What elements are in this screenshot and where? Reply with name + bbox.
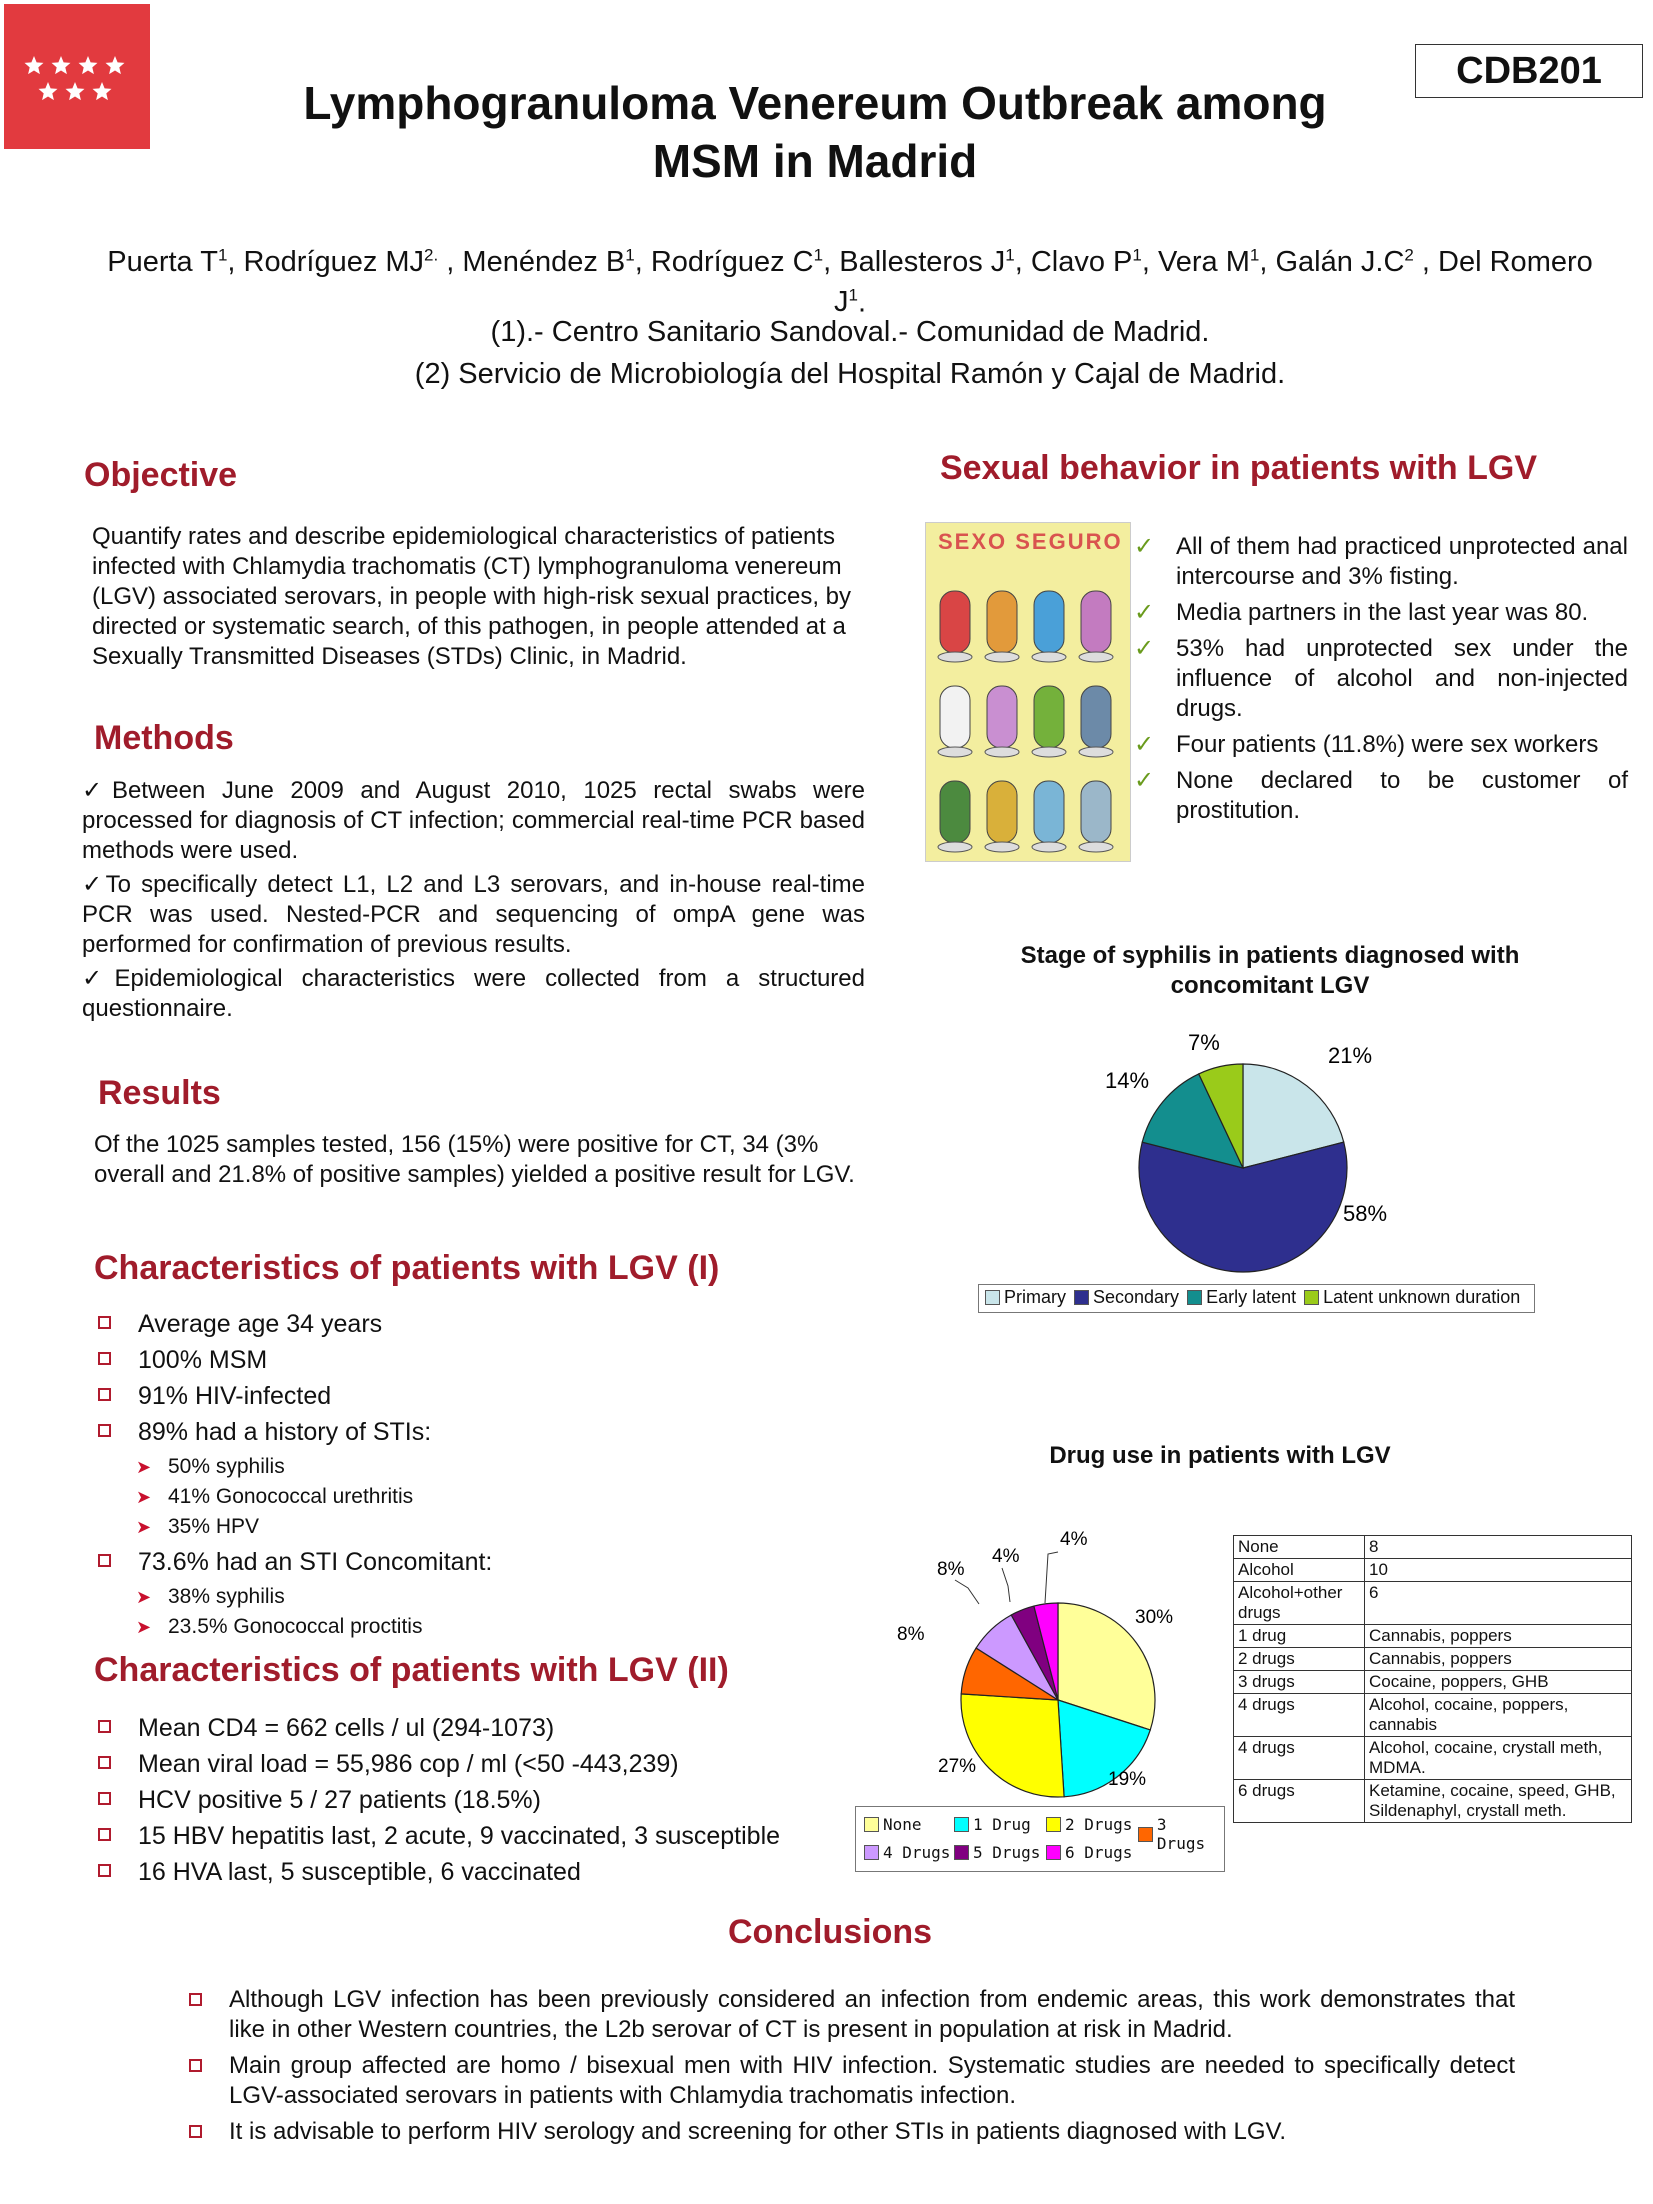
legend-item: 5 Drugs <box>954 1843 1040 1862</box>
check-icon: ✓ <box>1134 599 1155 626</box>
table-cell: 4 drugs <box>1234 1694 1365 1737</box>
legend-swatch <box>1074 1290 1089 1305</box>
poster-code: CDB201 <box>1415 44 1643 98</box>
table-row <box>1234 1582 1632 1625</box>
author-name: Puerta $T^1$ <box>107 245 228 278</box>
list-item: Although LGV infection has been previously considered an infection from endemic areas, this work demonstrates that like in other Western countries, the L2b serovar of CT is present in population at risk in Madrid. <box>185 1985 1515 2045</box>
data-label: 58% <box>1343 1201 1388 1226</box>
sub-item: ➤ 35% HPV <box>94 1512 874 1542</box>
condom-rim <box>1079 652 1113 662</box>
legend-item: 4 Drugs <box>864 1843 950 1862</box>
sub-item: ➤ 50% syphilis <box>94 1452 874 1482</box>
legend-item: Secondary <box>1074 1287 1179 1308</box>
check-icon: ✓ <box>1134 767 1155 794</box>
condom-shape <box>1034 686 1064 748</box>
list-item: HCV positive 5 / 27 patients (18.5%) <box>94 1782 874 1818</box>
table-row <box>1234 1559 1632 1582</box>
legend-swatch <box>1304 1290 1319 1305</box>
conclusions-list <box>185 1985 1515 2153</box>
legend-swatch <box>1187 1290 1202 1305</box>
condom-rim <box>1032 652 1066 662</box>
data-label: 14% <box>1105 1068 1150 1093</box>
author-name: Rodríguez $C^1$ <box>650 245 824 278</box>
sexual-heading: Sexual behavior in patients with LGV <box>940 449 1538 487</box>
legend-swatch <box>864 1845 879 1860</box>
condom-rim <box>1032 842 1066 852</box>
condom-rim <box>938 652 972 662</box>
chart2-title: Drug use in patients with LGV <box>1049 1442 1391 1469</box>
list-item: ✓ None declared to be customer of prostitution. <box>1134 767 1628 824</box>
author-name: Del Romero $J^1$ <box>833 245 1593 319</box>
table-row <box>1234 1780 1632 1823</box>
table-cell: None <box>1234 1536 1365 1559</box>
table-row <box>1234 1625 1632 1648</box>
condom-rim <box>985 652 1019 662</box>
sexual-list <box>1130 532 1628 832</box>
safe-sex-illustration <box>925 522 1131 862</box>
condom-shape <box>987 591 1017 653</box>
list-item: ✓ 53% had unprotected sex under the influence of alcohol and non-injected drugs. <box>1134 635 1628 722</box>
star-icon <box>79 56 98 74</box>
objective-text: Quantify rates and describe epidemiological characteristics of patients infected with Chlamydia trachomatis (CT) lymphogranuloma venereum (LGV) associated serovars, in people with high-risk sexual practices, by directed or systematic search, of this pathogen, in people attended at a Sexually Transmitted Diseases (STDs) Clinic, in Madrid. <box>92 523 851 670</box>
affiliation-1: (1).- Centro Sanitario Sandoval.- Comunidad de Madrid. <box>490 316 1210 348</box>
star-icon <box>25 56 44 74</box>
table-cell: Cannabis, poppers <box>1365 1625 1632 1648</box>
table-cell: Ketamine, cocaine, speed, GHB, Sildenaphyl, crystall meth. <box>1365 1780 1632 1823</box>
results-heading: Results <box>98 1074 221 1112</box>
data-label: 8% <box>897 1624 925 1645</box>
condom-shape <box>1081 591 1111 653</box>
author-name: Ballesteros $J^1$ <box>839 245 1015 278</box>
list-item: 91% HIV-infected <box>94 1378 874 1414</box>
leader-line <box>1045 1552 1058 1603</box>
list-item: ✓ Four patients (11.8%) were sex workers <box>1134 731 1599 758</box>
arrow-icon: ➤ <box>136 1587 152 1607</box>
char2-heading: Characteristics of patients with LGV (II) <box>94 1651 729 1689</box>
legend-item: 6 Drugs <box>1046 1843 1132 1862</box>
author-name: Clavo $P^1$ <box>1030 245 1142 278</box>
condom-shape <box>1034 591 1064 653</box>
check-icon: ✓ <box>1134 731 1155 758</box>
list-item: 73.6% had an STI Concomitant: <box>94 1544 874 1580</box>
list-item: 16 HVA last, 5 susceptible, 6 vaccinated <box>94 1854 874 1890</box>
table-cell: 2 drugs <box>1234 1648 1365 1671</box>
data-label: 4% <box>992 1546 1020 1567</box>
condom-shape <box>987 781 1017 843</box>
table-cell: 1 drug <box>1234 1625 1365 1648</box>
table-row <box>1234 1737 1632 1780</box>
table-cell: 8 <box>1365 1536 1632 1559</box>
condom-shape <box>1081 686 1111 748</box>
sub-item: ➤ 41% Gonococcal urethritis <box>94 1482 874 1512</box>
table-row <box>1234 1536 1632 1559</box>
arrow-icon: ➤ <box>136 1617 152 1637</box>
table-row <box>1234 1648 1632 1671</box>
star-icon <box>106 56 125 74</box>
condom-rim <box>938 747 972 757</box>
author-list: Puerta $T^1$, Rodríguez $MJ^{2.}$ , Menéndez $B^1$, Rodríguez $C^1$, Ballesteros $J^1$, Clavo $P^1$, Vera $M^1$, Galán $J.C^2$ , Del Romero $J^1$. <box>107 245 1593 319</box>
list-item: Mean CD4 = 662 cells / ul (294-1073) <box>94 1710 874 1746</box>
methods-list <box>82 776 865 1028</box>
char2-list <box>94 1710 874 1890</box>
condom-rim <box>1032 747 1066 757</box>
legend-item: Early latent <box>1187 1287 1296 1308</box>
condom-rim <box>1079 747 1113 757</box>
sub-item: ➤ 38% syphilis <box>94 1582 874 1612</box>
table-cell: 10 <box>1365 1559 1632 1582</box>
legend-swatch <box>1046 1817 1061 1832</box>
methods-item: ✓Epidemiological characteristics were collected from a structured questionnaire. <box>82 965 865 1022</box>
arrow-icon: ➤ <box>136 1517 152 1537</box>
objective-heading: Objective <box>84 456 238 494</box>
list-item: Average age 34 years <box>94 1306 874 1342</box>
condom-shape <box>940 591 970 653</box>
legend-item: 3 Drugs <box>1138 1815 1224 1853</box>
drug-use-pie-chart <box>880 1510 1240 1810</box>
char1-heading: Characteristics of patients with LGV (I) <box>94 1249 720 1287</box>
list-item: ✓ Media partners in the last year was 80. <box>1134 599 1589 626</box>
author-name: Vera $M^1$ <box>1157 245 1260 278</box>
data-label: 19% <box>1108 1769 1147 1790</box>
condom-rim <box>1079 842 1113 852</box>
condoms-icon <box>926 555 1130 855</box>
check-icon: ✓ <box>1134 635 1155 662</box>
condom-shape <box>987 686 1017 748</box>
title-line-1: Lymphogranuloma Venereum Outbreak among <box>303 77 1327 129</box>
data-label: 21% <box>1328 1043 1373 1068</box>
table-row <box>1234 1694 1632 1737</box>
list-item: Main group affected are homo / bisexual men with HIV infection. Systematic studies are needed to specifically detect LGV-associated serovars in patients with Chlamydia trachomatis infection. <box>185 2051 1515 2111</box>
legend-swatch <box>954 1817 969 1832</box>
list-item: 100% MSM <box>94 1342 874 1378</box>
author-name: Galán $J.C^2$ <box>1275 245 1414 278</box>
table-cell: 6 drugs <box>1234 1780 1365 1823</box>
star-icon <box>39 82 58 100</box>
list-item: Mean viral load = 55,986 cop / ml (<50 -443,239) <box>94 1746 874 1782</box>
legend-item: Latent unknown duration <box>1304 1287 1520 1308</box>
legend-swatch <box>1138 1827 1153 1842</box>
results-text: Of the 1025 samples tested, 156 (15%) were positive for CT, 34 (3% overall and 21.8% of positive samples) yielded a positive result for LGV. <box>94 1131 855 1188</box>
legend-swatch <box>985 1290 1000 1305</box>
sub-item: ➤ 23.5% Gonococcal proctitis <box>94 1612 874 1642</box>
char1-list <box>94 1306 874 1644</box>
affiliation-2: (2) Servicio de Microbiología del Hospital Ramón y Cajal de Madrid. <box>414 358 1286 390</box>
list-item: ✓ All of them had practiced unprotected anal intercourse and 3% fisting. <box>1134 533 1628 590</box>
methods-item: ✓Between June 2009 and August 2010, 1025 rectal swabs were processed for diagnosis of CT infection; commercial real-time PCR based methods were used. <box>82 777 865 864</box>
legend-item: None <box>864 1815 922 1834</box>
star-icon <box>93 82 112 100</box>
table-cell: Cocaine, poppers, GHB <box>1365 1671 1632 1694</box>
data-label: 8% <box>937 1559 965 1580</box>
conclusions-heading: Conclusions <box>728 1913 933 1951</box>
condom-shape <box>940 686 970 748</box>
condom-rim <box>938 842 972 852</box>
drug-table <box>1233 1535 1632 1823</box>
table-cell: Alcohol, cocaine, crystall meth, MDMA. <box>1365 1737 1632 1780</box>
table-cell: Alcohol+other drugs <box>1234 1582 1365 1625</box>
author-name: Menéndez $B^1$ <box>462 245 635 278</box>
leader-line <box>1002 1568 1010 1602</box>
condom-rim <box>985 747 1019 757</box>
table-row <box>1234 1671 1632 1694</box>
chart2-legend <box>855 1806 1225 1872</box>
table-cell: 4 drugs <box>1234 1737 1365 1780</box>
pie-slice <box>961 1694 1064 1797</box>
condom-shape <box>1034 781 1064 843</box>
legend-item: Primary <box>985 1287 1066 1308</box>
title-line-2: MSM in Madrid <box>652 135 978 187</box>
arrow-icon: ➤ <box>136 1457 152 1477</box>
chart1-title: Stage of syphilis in patients diagnosed with concomitant LGV <box>1020 942 1520 999</box>
data-label: 7% <box>1188 1030 1220 1055</box>
list-item: It is advisable to perform HIV serology and screening for other STIs in patients diagnosed with LGV. <box>185 2117 1515 2147</box>
list-item: 15 HBV hepatitis last, 2 acute, 9 vaccinated, 3 susceptible <box>94 1818 874 1854</box>
methods-item: ✓To specifically detect L1, L2 and L3 serovars, and in-house real-time PCR was used. Nested-PCR and sequencing of ompA gene was performed for confirmation of previous results. <box>82 871 865 958</box>
table-cell: Cannabis, poppers <box>1365 1648 1632 1671</box>
comunidad-madrid-logo <box>4 4 150 149</box>
leader-line <box>955 1580 979 1604</box>
condom-shape <box>1081 781 1111 843</box>
legend-swatch <box>864 1817 879 1832</box>
methods-heading: Methods <box>94 719 234 757</box>
image-header: SEXO SEGURO <box>938 529 1123 554</box>
condom-shape <box>940 781 970 843</box>
table-cell: 6 <box>1365 1582 1632 1625</box>
legend-item: 1 Drug <box>954 1815 1031 1834</box>
legend-swatch <box>954 1845 969 1860</box>
legend-item: 2 Drugs <box>1046 1815 1132 1834</box>
table-cell: Alcohol <box>1234 1559 1365 1582</box>
syphilis-stage-pie-chart <box>960 1010 1580 1300</box>
arrow-icon: ➤ <box>136 1487 152 1507</box>
chart1-legend <box>978 1284 1535 1313</box>
data-label: 4% <box>1060 1529 1088 1550</box>
author-name: Rodríguez $MJ^{2.}$ <box>243 245 439 278</box>
legend-swatch <box>1046 1845 1061 1860</box>
stars-icon <box>4 4 150 149</box>
table-cell: Alcohol, cocaine, poppers, cannabis <box>1365 1694 1632 1737</box>
table-cell: 3 drugs <box>1234 1671 1365 1694</box>
data-label: 27% <box>938 1756 977 1777</box>
data-label: 30% <box>1135 1607 1174 1628</box>
star-icon <box>52 56 71 74</box>
check-icon: ✓ <box>1134 533 1155 560</box>
poster-title <box>210 74 1420 190</box>
list-item: 89% had a history of STIs: <box>94 1414 874 1450</box>
star-icon <box>66 82 85 100</box>
condom-rim <box>985 842 1019 852</box>
